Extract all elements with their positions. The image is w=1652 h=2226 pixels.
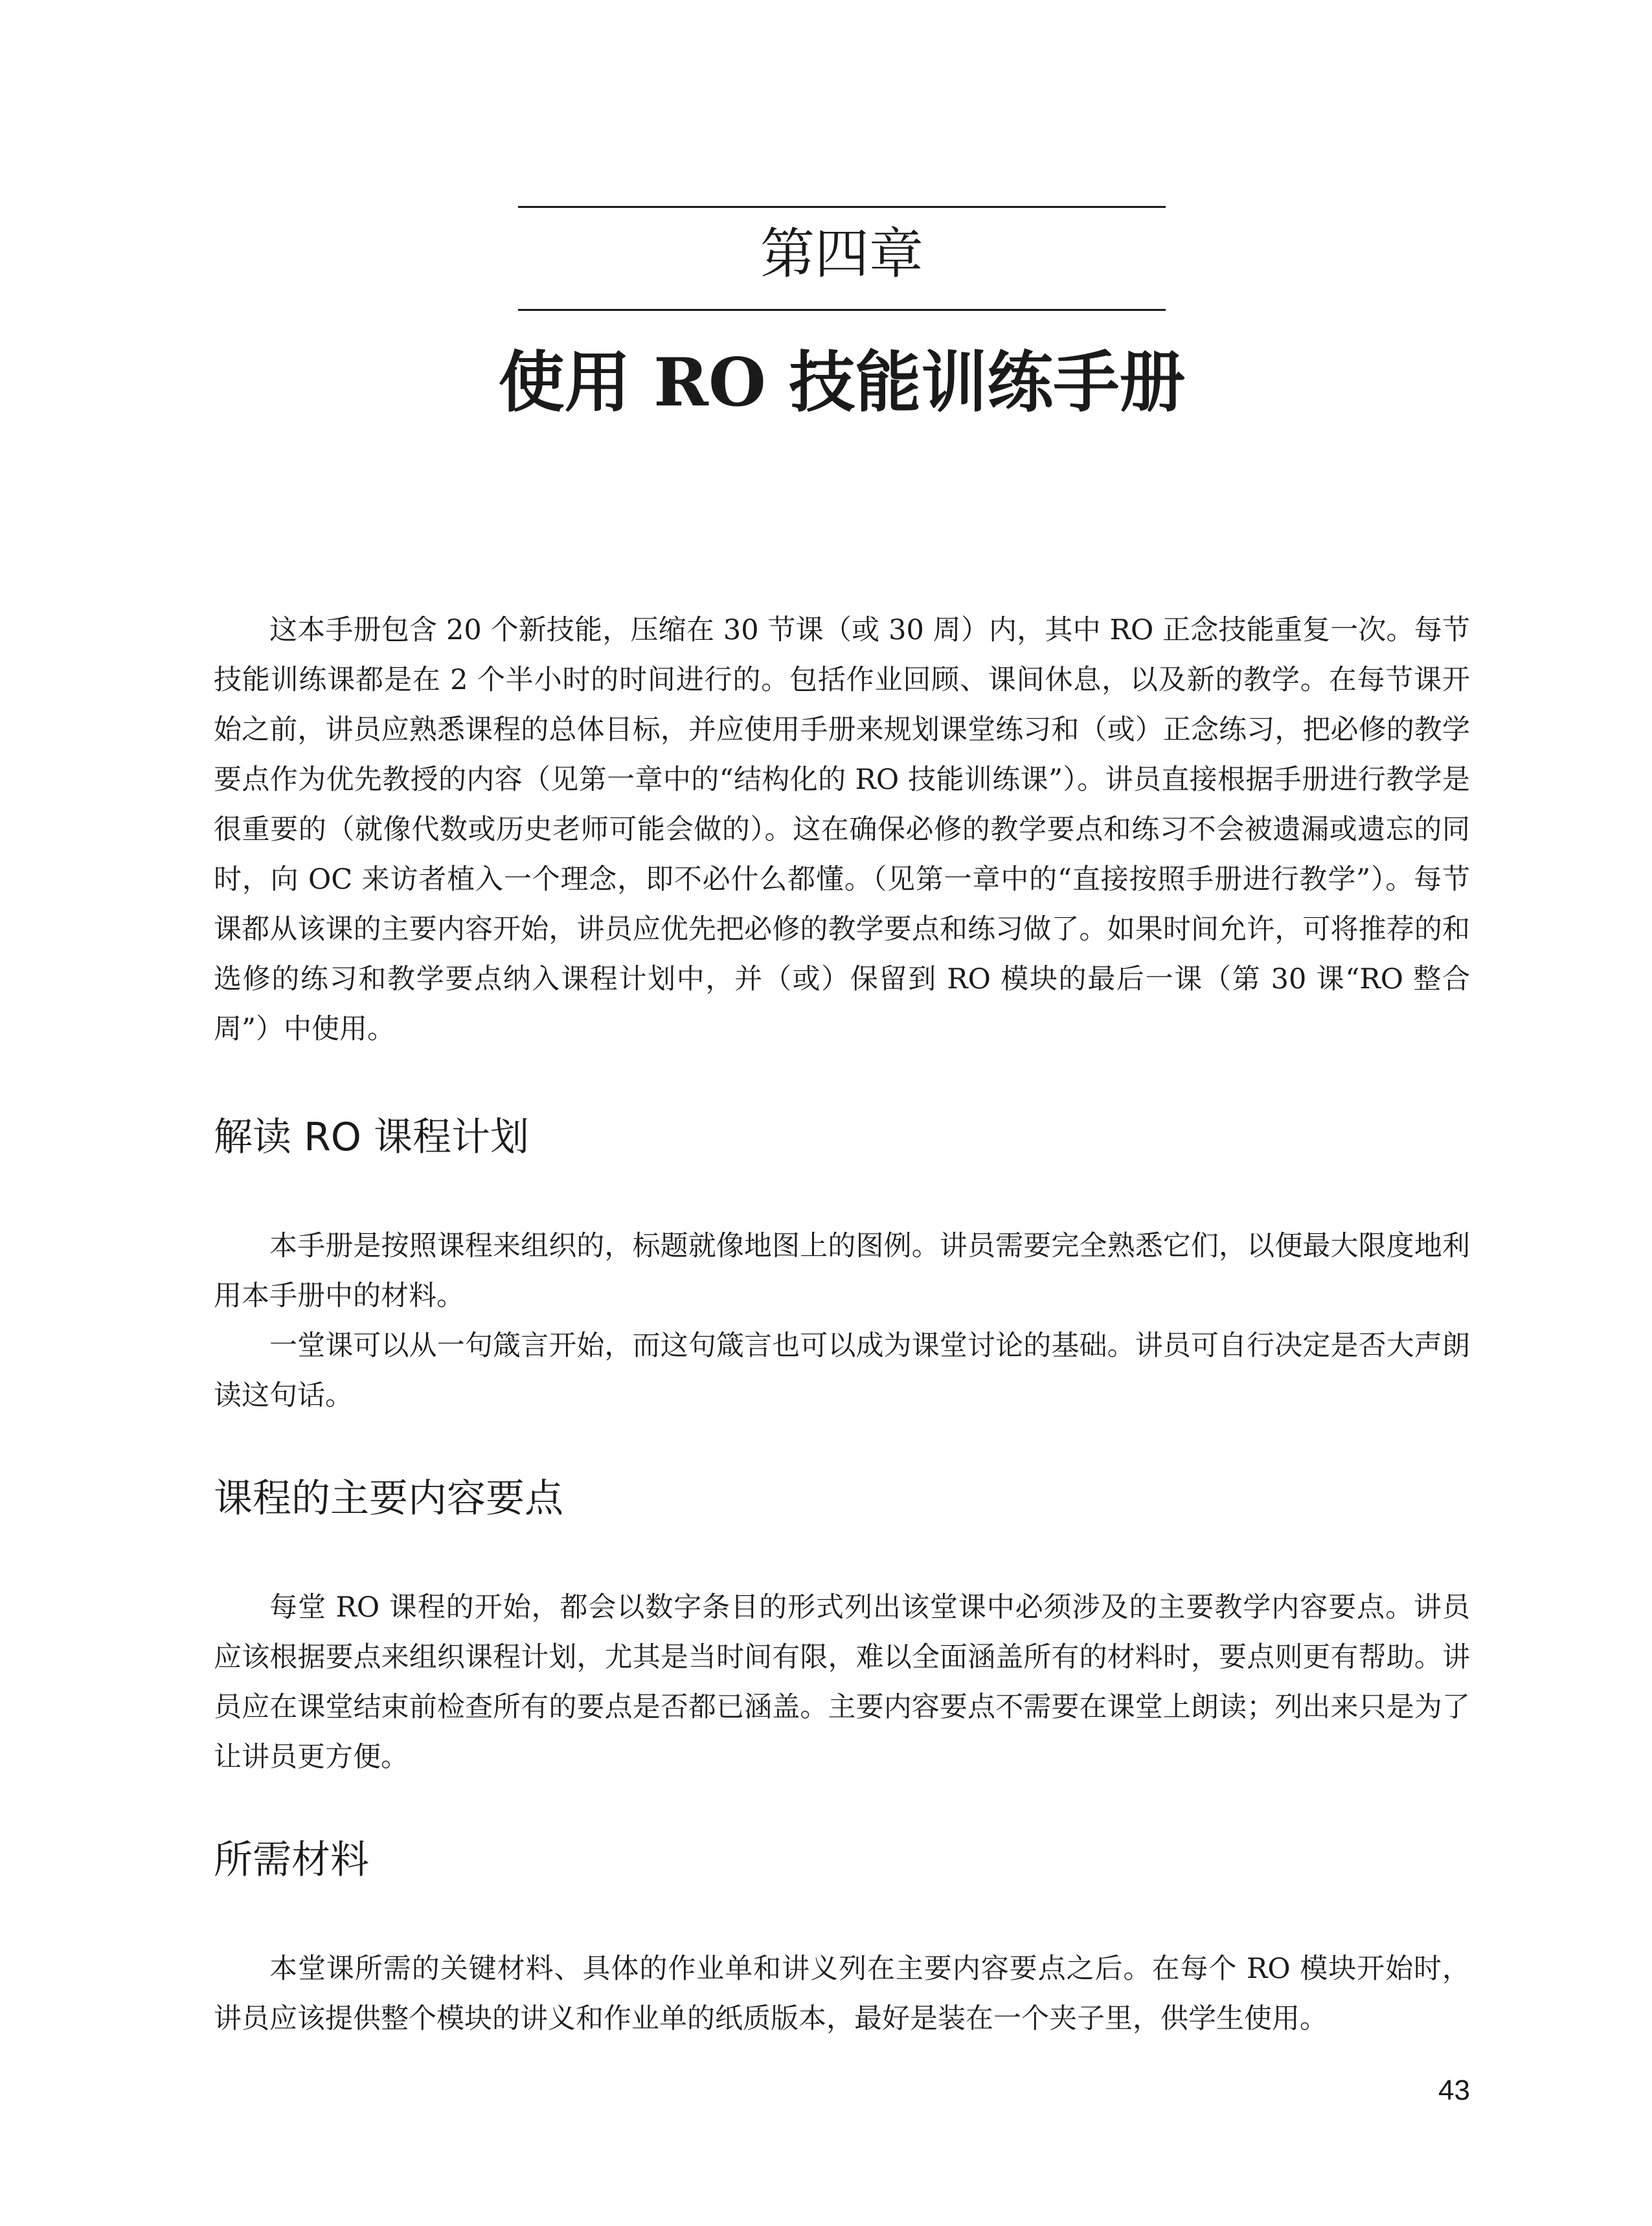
main-points-paragraph: 每堂 RO 课程的开始，都会以数字条目的形式列出该堂课中必须涉及的主要教学内容要点。讲员应该根据要点来组织课程计划，尤其是当时间有限，难以全面涵盖所有的材料时，要点则更有帮助。讲员应在课堂结束前检查所有的要点是否都已涵盖。主要内容要点不需要在课堂上朗读；列出来只是为了让讲员更方便。 [214, 1591, 1470, 1773]
chapter-bottom-rule [518, 309, 1166, 311]
intro-paragraph: 这本手册包含 20 个新技能，压缩在 30 节课（或 30 周）内，其中 RO 正念技能重复一次。每节技能训练课都是在 2 个半小时的时间进行的。包括作业回顾、课间休息，以及新的教学。在每节课开始之前，讲员应熟悉课程的总体目标，并应使用手册来规划课堂练习和（或）正念练习，把必修的教学要点作为优先教授的内容（见第一章中的“结构化的 RO 技能训练课”）。讲员直接根据手册进行教学是很重要的（就像代数或历史老师可能会做的）。这在确保必修的教学要点和练习不会被遗漏或遗忘的同时，向 OC 来访者植入一个理念，即不必什么都懂。（见第一章中的“直接按照手册进行教学”）。每节课都从该课的主要内容开始，讲员应优先把必修的教学要点和练习做了。如果时间允许，可将推荐的和选修的练习和教学要点纳入课程计划中，并（或）保留到 RO 模块的最后一课（第 30 课“RO 整合周”）中使用。 [214, 614, 1470, 1045]
materials-paragraph: 本堂课所需的关键材料、具体的作业单和讲义列在主要内容要点之后。在每个 RO 模块开始时，讲员应该提供整个模块的讲义和作业单的纸质版本，最好是装在一个夹子里，供学生使用。 [214, 1953, 1470, 2035]
chapter-top-rule [518, 206, 1166, 208]
section-heading-materials: 所需材料 [214, 1837, 369, 1883]
page-body [214, 606, 1470, 2044]
chapter-label: 第四章 [760, 222, 923, 286]
page-number: 43 [1438, 2074, 1470, 2106]
section-heading-lesson-plan: 解读 RO 课程计划 [214, 1115, 530, 1160]
chapter-title: 使用 RO 技能训练手册 [498, 344, 1186, 422]
section-heading-main-points: 课程的主要内容要点 [214, 1476, 563, 1521]
lesson-plan-paragraph-1: 本手册是按照课程来组织的，标题就像地图上的图例。讲员需要完全熟悉它们，以便最大限度地利用本手册中的材料。 [214, 1230, 1470, 1312]
lesson-plan-paragraph-2: 一堂课可以从一句箴言开始，而这句箴言也可以成为课堂讨论的基础。讲员可自行决定是否大声朗读这句话。 [214, 1330, 1470, 1412]
